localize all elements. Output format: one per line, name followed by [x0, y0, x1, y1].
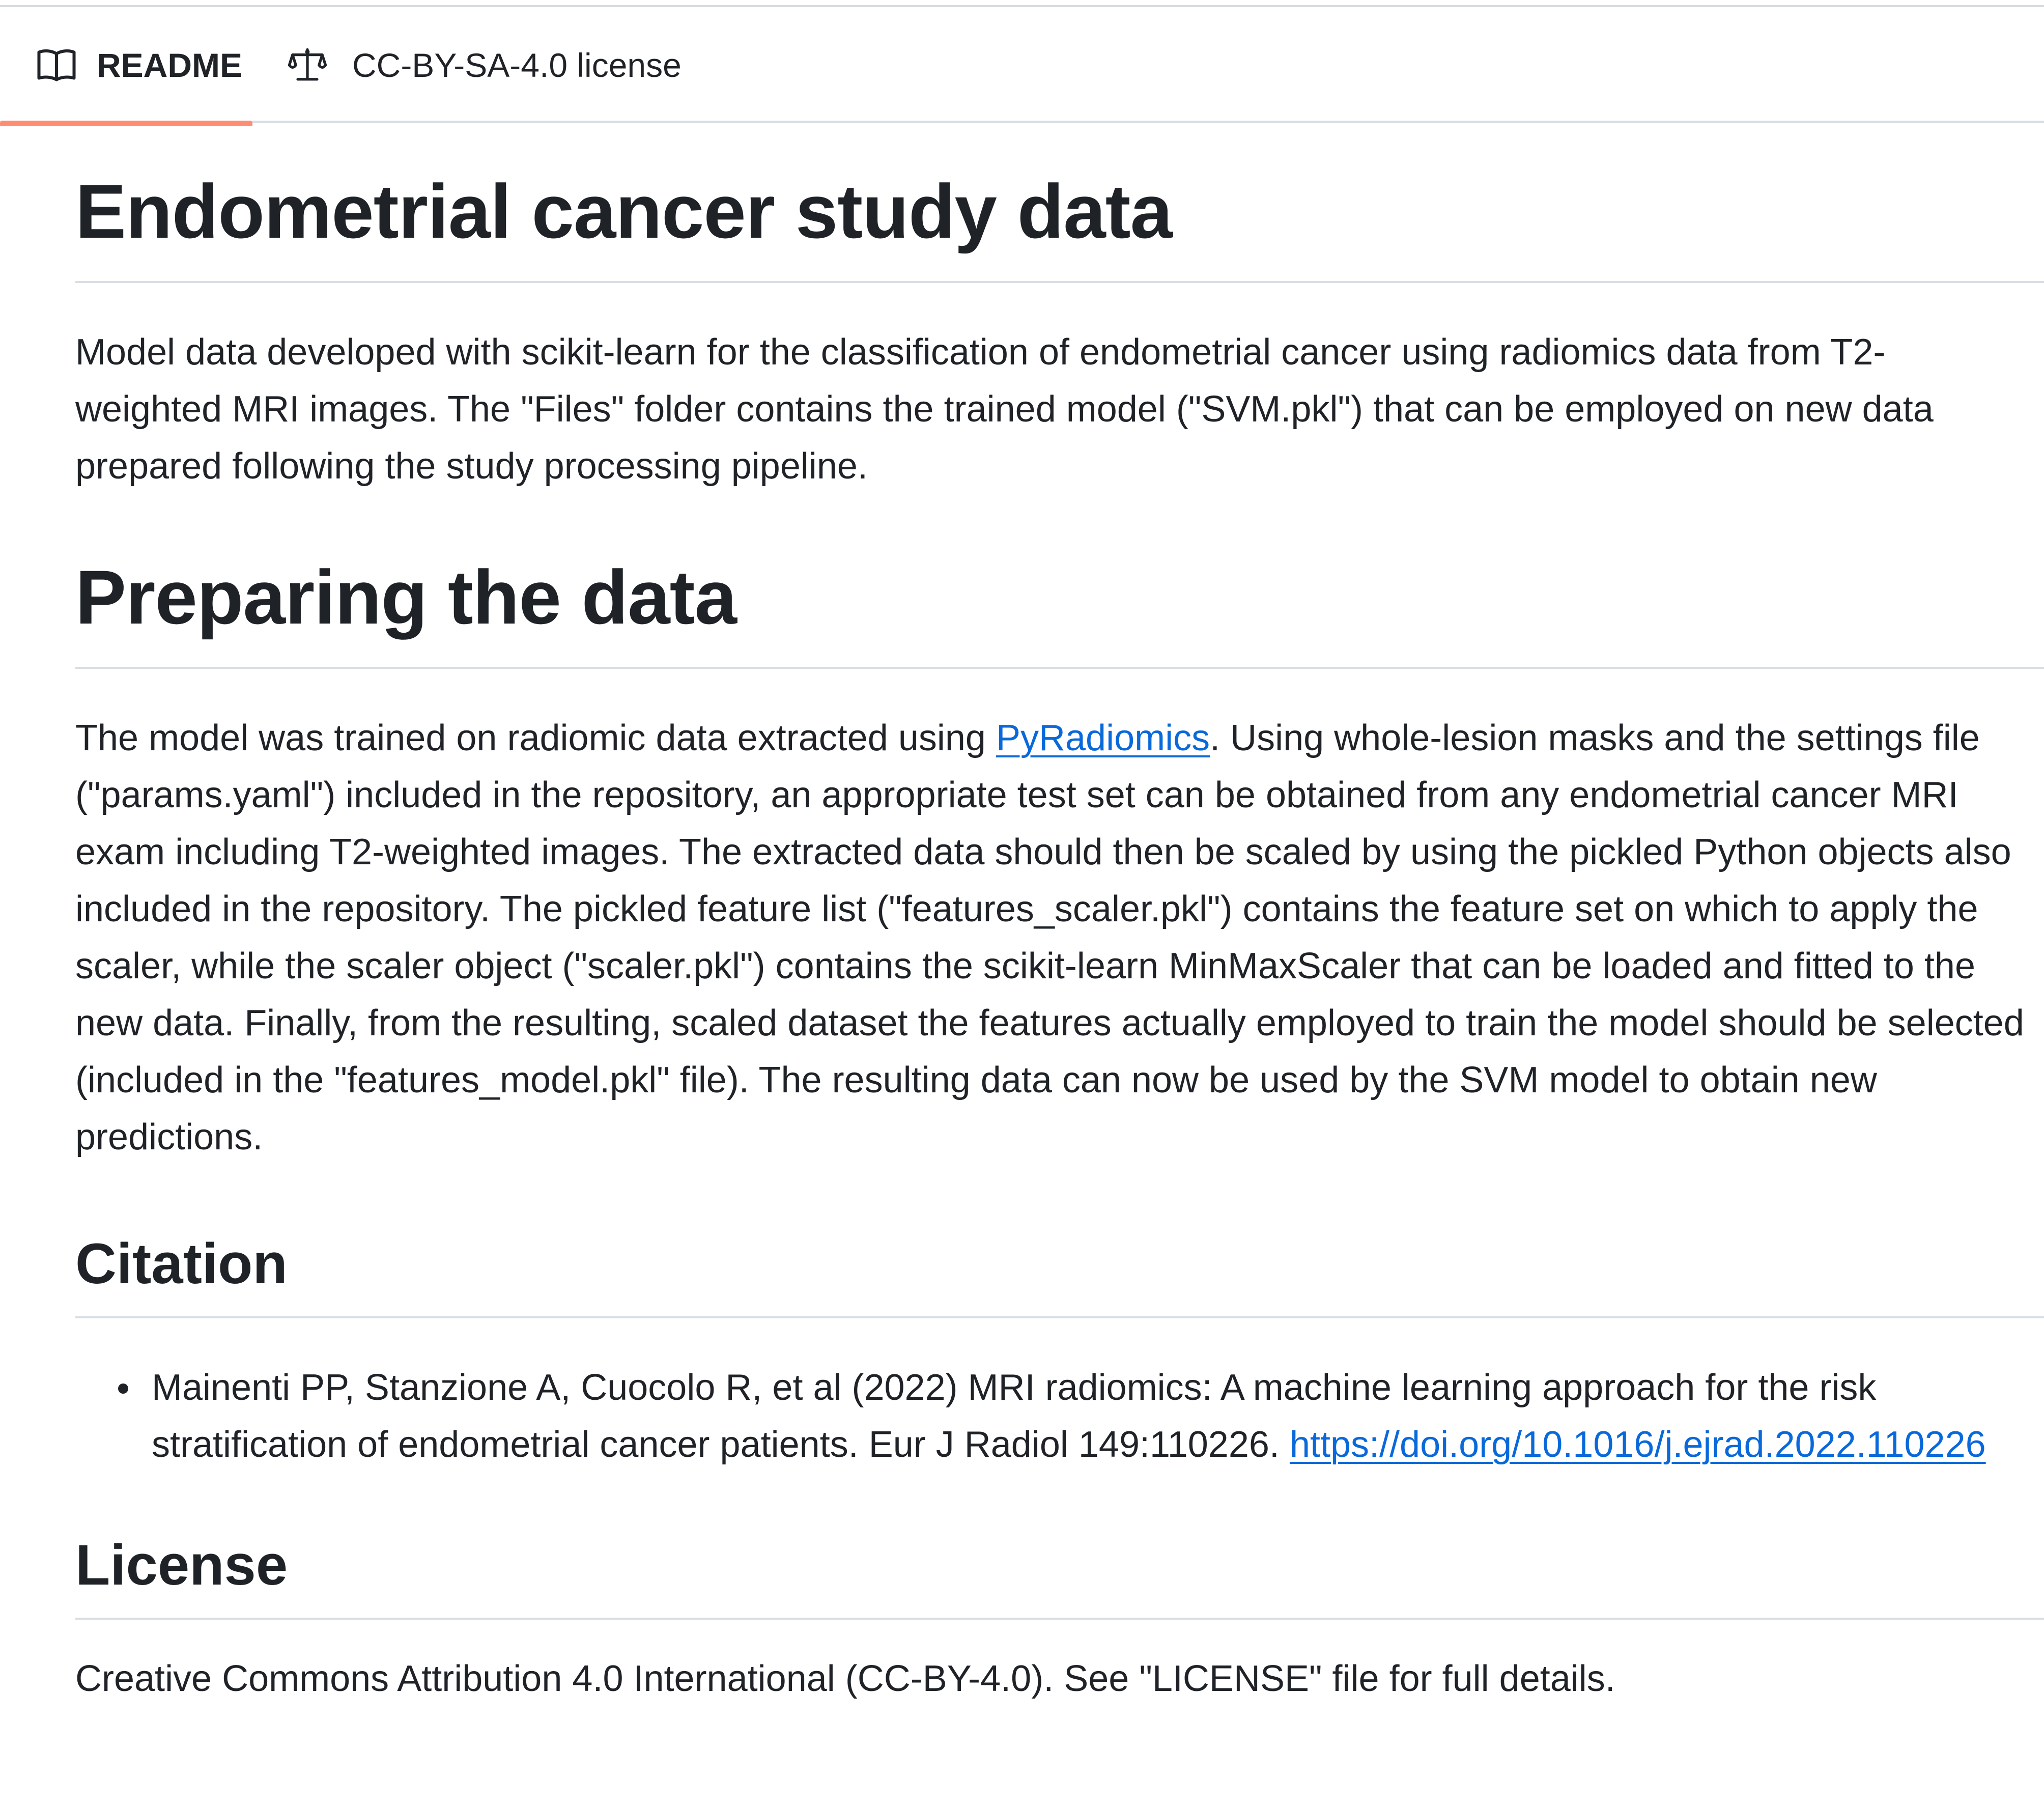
preparing-text-end: . Using whole-lesion masks and the settings file ("params.yaml") included in the repository, an appropriate test set can be obtained from any endometrial cancer MRI exam including T2-weighted images. The extracted data should then be scaled by using the pickled Python objects also included in the repository. The pickled feature list ("features_scaler.pkl") contains the feature set on which to apply the scaler, while the scaler object ("scaler.pkl") contains the scikit-learn MinMaxScaler that can be loaded and fitted to the new data. Finally, from the resulting, scaled dataset the features actually employed to train the model should be selected (included in the "features_model.pkl" file). The resulting data can now be used by the SVM model to obtain new predictions. [75, 718, 2024, 1157]
heading-preparing-data: Preparing the data [75, 554, 2044, 669]
law-scale-icon [288, 47, 327, 83]
tab-readme[interactable] [0, 7, 252, 123]
readme-tab-bar [0, 7, 2044, 123]
citation-item [75, 1359, 2035, 1473]
tab-license-label: CC-BY-SA-4.0 license [352, 46, 682, 84]
heading-citation: Citation [75, 1231, 2044, 1318]
citation-list [75, 1359, 2044, 1473]
book-icon [37, 48, 76, 82]
intro-paragraph: Model data developed with scikit-learn for the classification of endometrial cancer using radiomics data from T2-weighted MRI images. The "Files" folder contains the trained model ("SVM.pkl") that can be employed on new data prepared following the study processing pipeline. [75, 332, 1934, 487]
license-paragraph: Creative Commons Attribution 4.0 International (CC-BY-4.0). See "LICENSE" file for full details. [75, 1658, 1615, 1699]
doi-link[interactable]: https://doi.org/10.1016/j.ejrad.2022.110226 [1289, 1424, 1986, 1465]
preparing-paragraph [75, 710, 2041, 1166]
heading-license: License [75, 1532, 2044, 1620]
tab-license[interactable] [288, 7, 682, 123]
readme-content [75, 168, 2044, 1707]
tab-readme-label: README [97, 46, 243, 84]
preparing-text-start: The model was trained on radiomic data extracted using [75, 718, 996, 758]
pyradiomics-link[interactable]: PyRadiomics [996, 718, 1210, 758]
readme-title: Endometrial cancer study data [75, 168, 2044, 283]
citation-text: Mainenti PP, Stanzione A, Cuocolo R, et al (2022) MRI radiomics: A machine learning approach for the risk stratification of endometrial cancer patients. Eur J Radiol 149:110226. [152, 1367, 1877, 1465]
